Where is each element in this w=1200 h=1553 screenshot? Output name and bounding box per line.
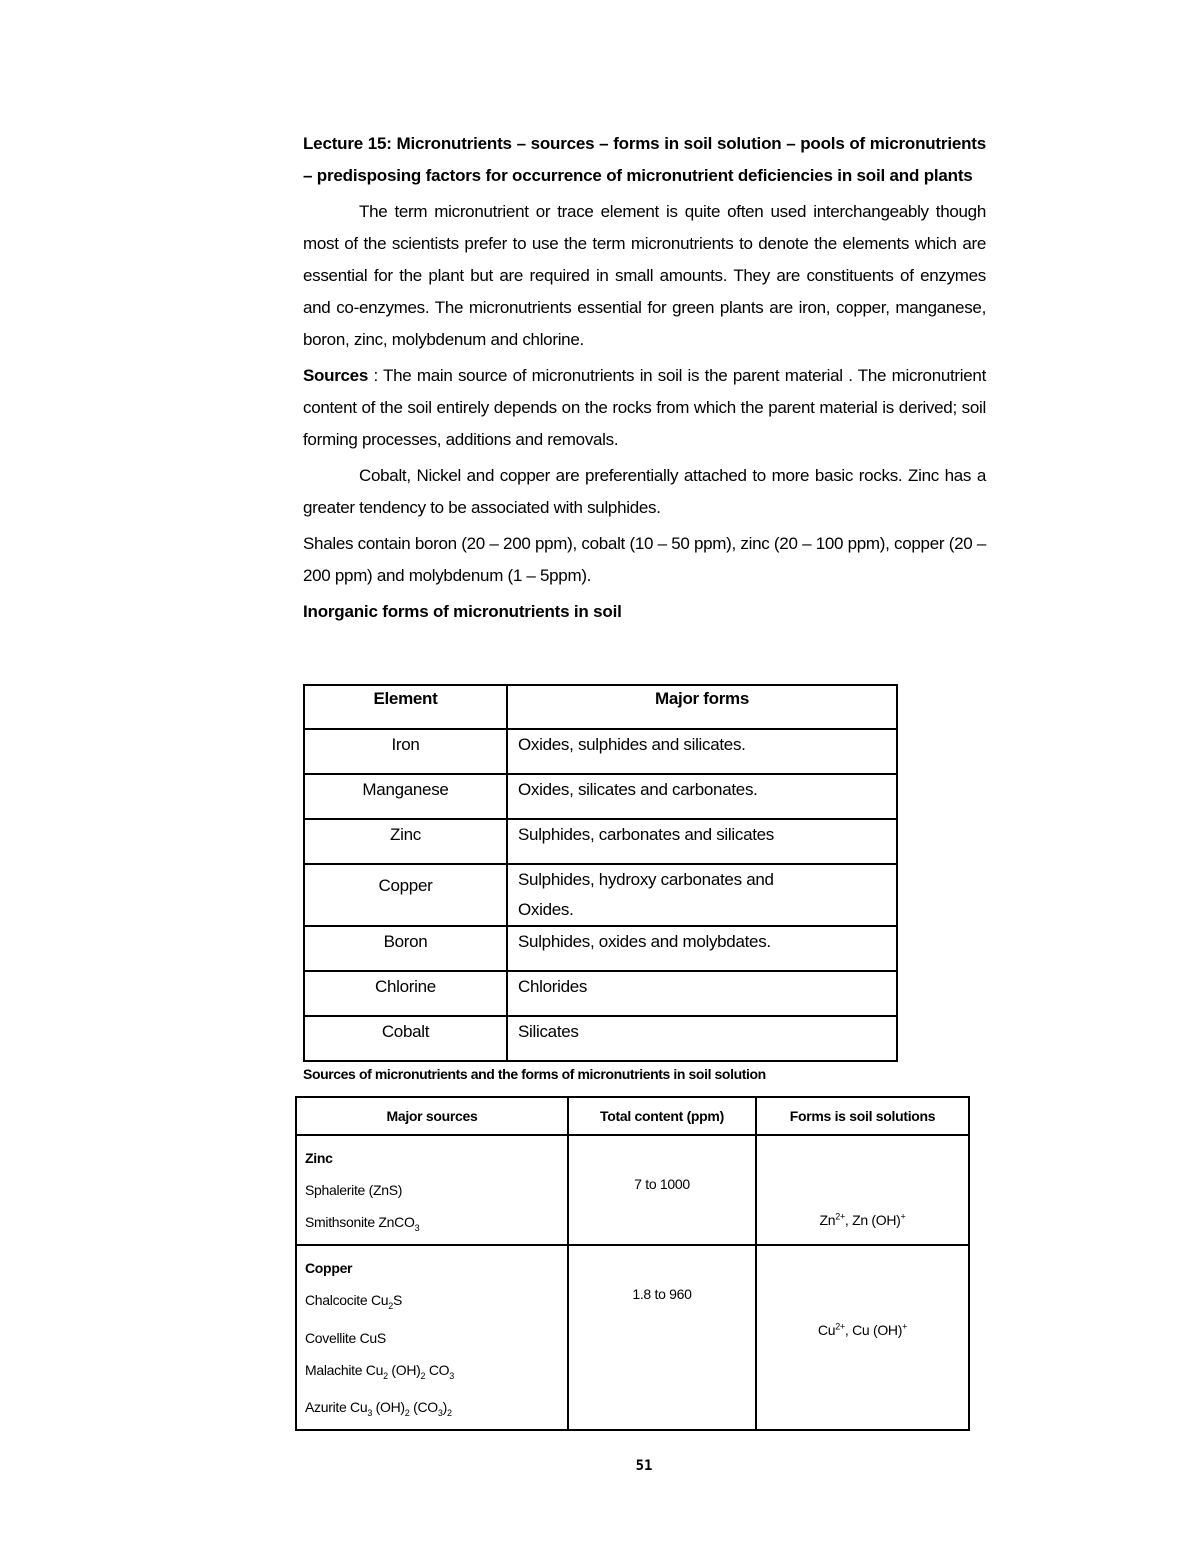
zinc-group-label: Zinc [305, 1150, 333, 1166]
forms-cell: Chlorides [507, 971, 897, 1016]
table-row [304, 729, 897, 774]
column-header-total-content: Total content (ppm) [568, 1097, 756, 1135]
main-text [303, 128, 986, 628]
formula-text: Chalcocite Cu [305, 1291, 389, 1308]
formula-subscript: 3 [437, 1408, 443, 1419]
table-row [304, 971, 897, 1016]
ion-charge: + [900, 1211, 906, 1222]
column-header-major-forms: Major forms [507, 685, 897, 729]
column-header-forms: Forms is soil solutions [756, 1097, 969, 1135]
element-cell: Copper [304, 864, 507, 926]
forms-cell: Sulphides, hydroxy carbonates and Oxides. [507, 864, 897, 926]
table-row-copper [296, 1245, 969, 1430]
formula-text: (OH) [387, 1361, 421, 1378]
sources-label: Sources [303, 366, 368, 385]
element-cell: Chlorine [304, 971, 507, 1016]
micronutrient-sources-table [295, 1096, 970, 1431]
ion-charge: 2+ [835, 1321, 845, 1332]
zinc-total-value: 7 to 1000 [634, 1176, 690, 1192]
ion-text: , Zn (OH) [844, 1212, 901, 1228]
formula-text: (CO [409, 1399, 438, 1416]
formula-text: Azurite Cu [305, 1399, 368, 1416]
formula-text: ) [442, 1399, 447, 1416]
ion-charge: + [902, 1321, 908, 1332]
ion-text: Cu [817, 1321, 836, 1338]
formula-text: CO [425, 1361, 450, 1378]
column-header-major-sources: Major sources [296, 1097, 568, 1135]
table-row [304, 819, 897, 864]
forms-cell: Oxides, sulphides and silicates. [507, 729, 897, 774]
inorganic-forms-table [303, 684, 898, 1062]
forms-cell: Sulphides, carbonates and silicates [507, 819, 897, 864]
formula-text: Smithsonite ZnCO [305, 1214, 415, 1230]
formula-subscript: 2 [446, 1408, 452, 1419]
copper-sources-cell [296, 1245, 568, 1430]
zinc-total-cell [568, 1135, 756, 1245]
element-cell: Cobalt [304, 1016, 507, 1061]
rocks-paragraph: Cobalt, Nickel and copper are preferentially attached to more basic rocks. Zinc has a greater tendency to be associated with sulphides. [303, 466, 986, 517]
copper-total-cell [568, 1245, 756, 1430]
sources-table-caption: Sources of micronutrients and the forms of micronutrients in soil solution [303, 1066, 766, 1082]
copper-source-item: Covellite CuS [305, 1329, 386, 1346]
inorganic-forms-heading: Inorganic forms of micronutrients in soil [303, 602, 622, 621]
element-cell: Boron [304, 926, 507, 971]
formula-text: Malachite Cu [305, 1361, 384, 1378]
formula-text: S [392, 1291, 403, 1308]
page-number: 51 [635, 1458, 653, 1474]
zinc-forms-cell [756, 1135, 969, 1245]
table-row [304, 926, 897, 971]
formula-subscript: 2 [388, 1300, 393, 1311]
ion-charge: 2+ [835, 1211, 845, 1222]
copper-group-label: Copper [305, 1259, 353, 1276]
sources-paragraph [303, 360, 986, 456]
forms-cell: Sulphides, oxides and molybdates. [507, 926, 897, 971]
intro-paragraph: The term micronutrient or trace element is quite often used interchangeably though most of the scientists prefer to use the term micronutrients to denote the elements which are essential for the plant but are required in small amounts. They are constituents of enzymes and co-enzymes. The micronutrients essential for green plants are iron, copper, manganese, boron, zinc, molybdenum and chlorine. [303, 202, 986, 349]
zinc-source-item [305, 1206, 567, 1244]
table-row-zinc [296, 1135, 969, 1245]
zinc-sources-cell [296, 1135, 568, 1245]
table-row [304, 774, 897, 819]
element-cell: Manganese [304, 774, 507, 819]
copper-source-item [305, 1284, 567, 1322]
copper-forms-value [818, 1282, 907, 1342]
element-cell: Zinc [304, 819, 507, 864]
table-row [304, 1016, 897, 1061]
ion-text: , Cu (OH) [844, 1321, 903, 1338]
copper-total-value: 1.8 to 960 [632, 1285, 692, 1302]
formula-subscript: 2 [420, 1370, 426, 1381]
formula-subscript: 2 [383, 1370, 388, 1381]
formula-text: (OH) [372, 1399, 405, 1416]
ion-text: Zn [819, 1212, 836, 1228]
forms-cell: Silicates [507, 1016, 897, 1061]
forms-cell: Oxides, silicates and carbonates. [507, 774, 897, 819]
formula-subscript: 3 [414, 1222, 420, 1233]
element-cell: Iron [304, 729, 507, 774]
copper-source-item [305, 1354, 567, 1392]
table-header-row [296, 1097, 969, 1135]
zinc-forms-value [819, 1172, 905, 1232]
column-header-element: Element [304, 685, 507, 729]
zinc-source-item: Sphalerite (ZnS) [305, 1182, 403, 1198]
formula-subscript: 3 [367, 1408, 373, 1419]
shales-paragraph: Shales contain boron (20 – 200 ppm), cobalt (10 – 50 ppm), zinc (20 – 100 ppm), copper (20 – 200 ppm) and molybdenum (1 – 5ppm). [303, 534, 986, 585]
copper-source-item [305, 1391, 567, 1429]
sources-text: : The main source of micronutrients in soil is the parent material . The micronutrient content of the soil entirely depends on the rocks from which the parent material is derived; soil forming processes, additions and removals. [303, 366, 986, 449]
formula-subscript: 2 [404, 1408, 410, 1419]
formula-subscript: 3 [449, 1370, 454, 1381]
copper-forms-cell [756, 1245, 969, 1430]
table-header-row [304, 685, 897, 729]
table-row [304, 864, 897, 926]
lecture-title: Lecture 15: Micronutrients – sources – forms in soil solution – pools of micronutrients – predisposing factors for occurrence of micronutrient deficiencies in soil and plants [303, 134, 986, 185]
